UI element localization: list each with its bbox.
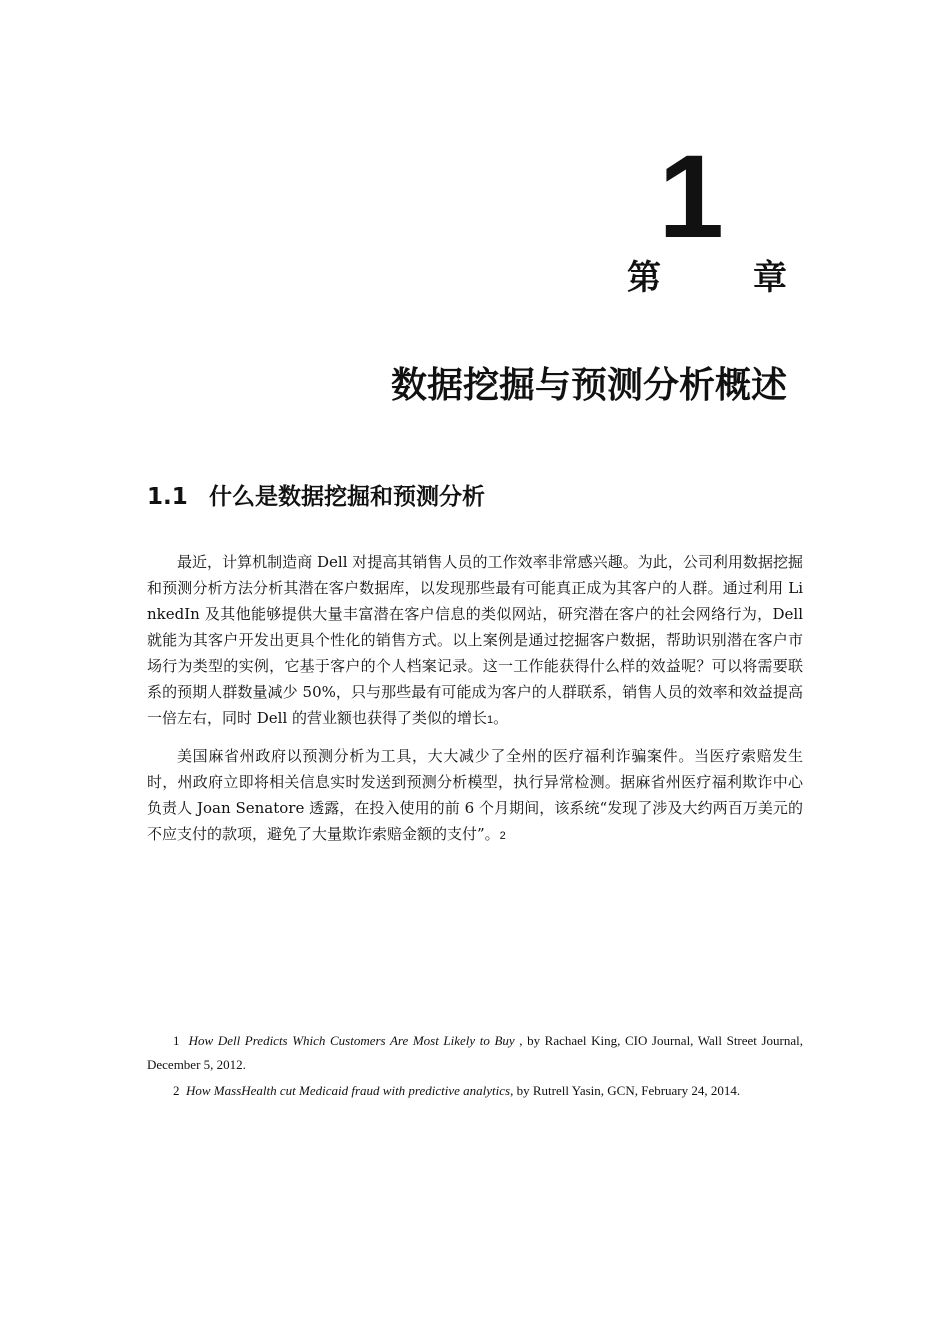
paragraph-end: 。: [493, 709, 509, 727]
body-text: [147, 549, 803, 859]
footnote-citation: , by Rachael King, CIO Journal, Wall Street Journal, December 5, 2012.: [147, 1033, 804, 1072]
footnote-ref[interactable]: 2: [499, 830, 506, 842]
section-number: 1.1: [147, 484, 188, 510]
paragraph: [147, 549, 803, 733]
chapter-title: 数据挖掘与预测分析概述: [390, 365, 787, 406]
section-title: 什么是数据挖掘和预测分析: [209, 484, 485, 510]
footnote: [147, 1079, 803, 1103]
chapter-label-left: 第: [627, 258, 661, 298]
footnotes: [147, 1029, 803, 1105]
chapter-number: 1: [658, 131, 724, 263]
footnote-number: 1: [173, 1033, 180, 1048]
footnote-ref[interactable]: 1: [487, 714, 494, 726]
footnote-title: How MassHealth cut Medicaid fraud with predictive analytics: [186, 1083, 511, 1098]
footnote-title: How Dell Predicts Which Customers Are Most Likely to Buy: [188, 1033, 515, 1048]
chapter-label-right: 章: [753, 258, 787, 298]
footnote: [147, 1029, 803, 1077]
section-heading: [147, 480, 485, 514]
footnote-number: 2: [173, 1083, 180, 1098]
chapter-label: [627, 258, 787, 298]
paragraph: [147, 743, 803, 849]
paragraph-text: 最近，计算机制造商 Dell 对提高其销售人员的工作效率非常感兴趣。为此，公司利用数据挖掘和预测分析方法分析其潜在客户数据库，以发现那些最有可能真正成为其客户的人群。通过利用 LinkedIn 及其他能够提供大量丰富潜在客户信息的类似网站，研究潜在客户的社会网络行为，Dell 就能为其客户开发出更具个性化的销售方式。以上案例是通过挖掘客户数据，帮助识别潜在客户市场行为类型的实例，它基于客户的个人档案记录。这一工作能获得什么样的效益呢？可以将需要联系的预期人群数量减少 50%，只与那些最有可能成为客户的人群联系，销售人员的效率和效益提高一倍左右，同时 Dell 的营业额也获得了类似的增长: [147, 553, 803, 727]
footnote-citation: , by Rutrell Yasin, GCN, February 24, 2014.: [510, 1083, 741, 1098]
paragraph-text: 美国麻省州政府以预测分析为工具，大大减少了全州的医疗福利诈骗案件。当医疗索赔发生时，州政府立即将相关信息实时发送到预测分析模型，执行异常检测。据麻省州医疗福利欺诈中心负责人 Joan Senatore 透露，在投入使用的前 6 个月期间，该系统“发现了涉及大约两百万美元的不应支付的款项，避免了大量欺诈索赔金额的支付”。: [147, 747, 803, 843]
